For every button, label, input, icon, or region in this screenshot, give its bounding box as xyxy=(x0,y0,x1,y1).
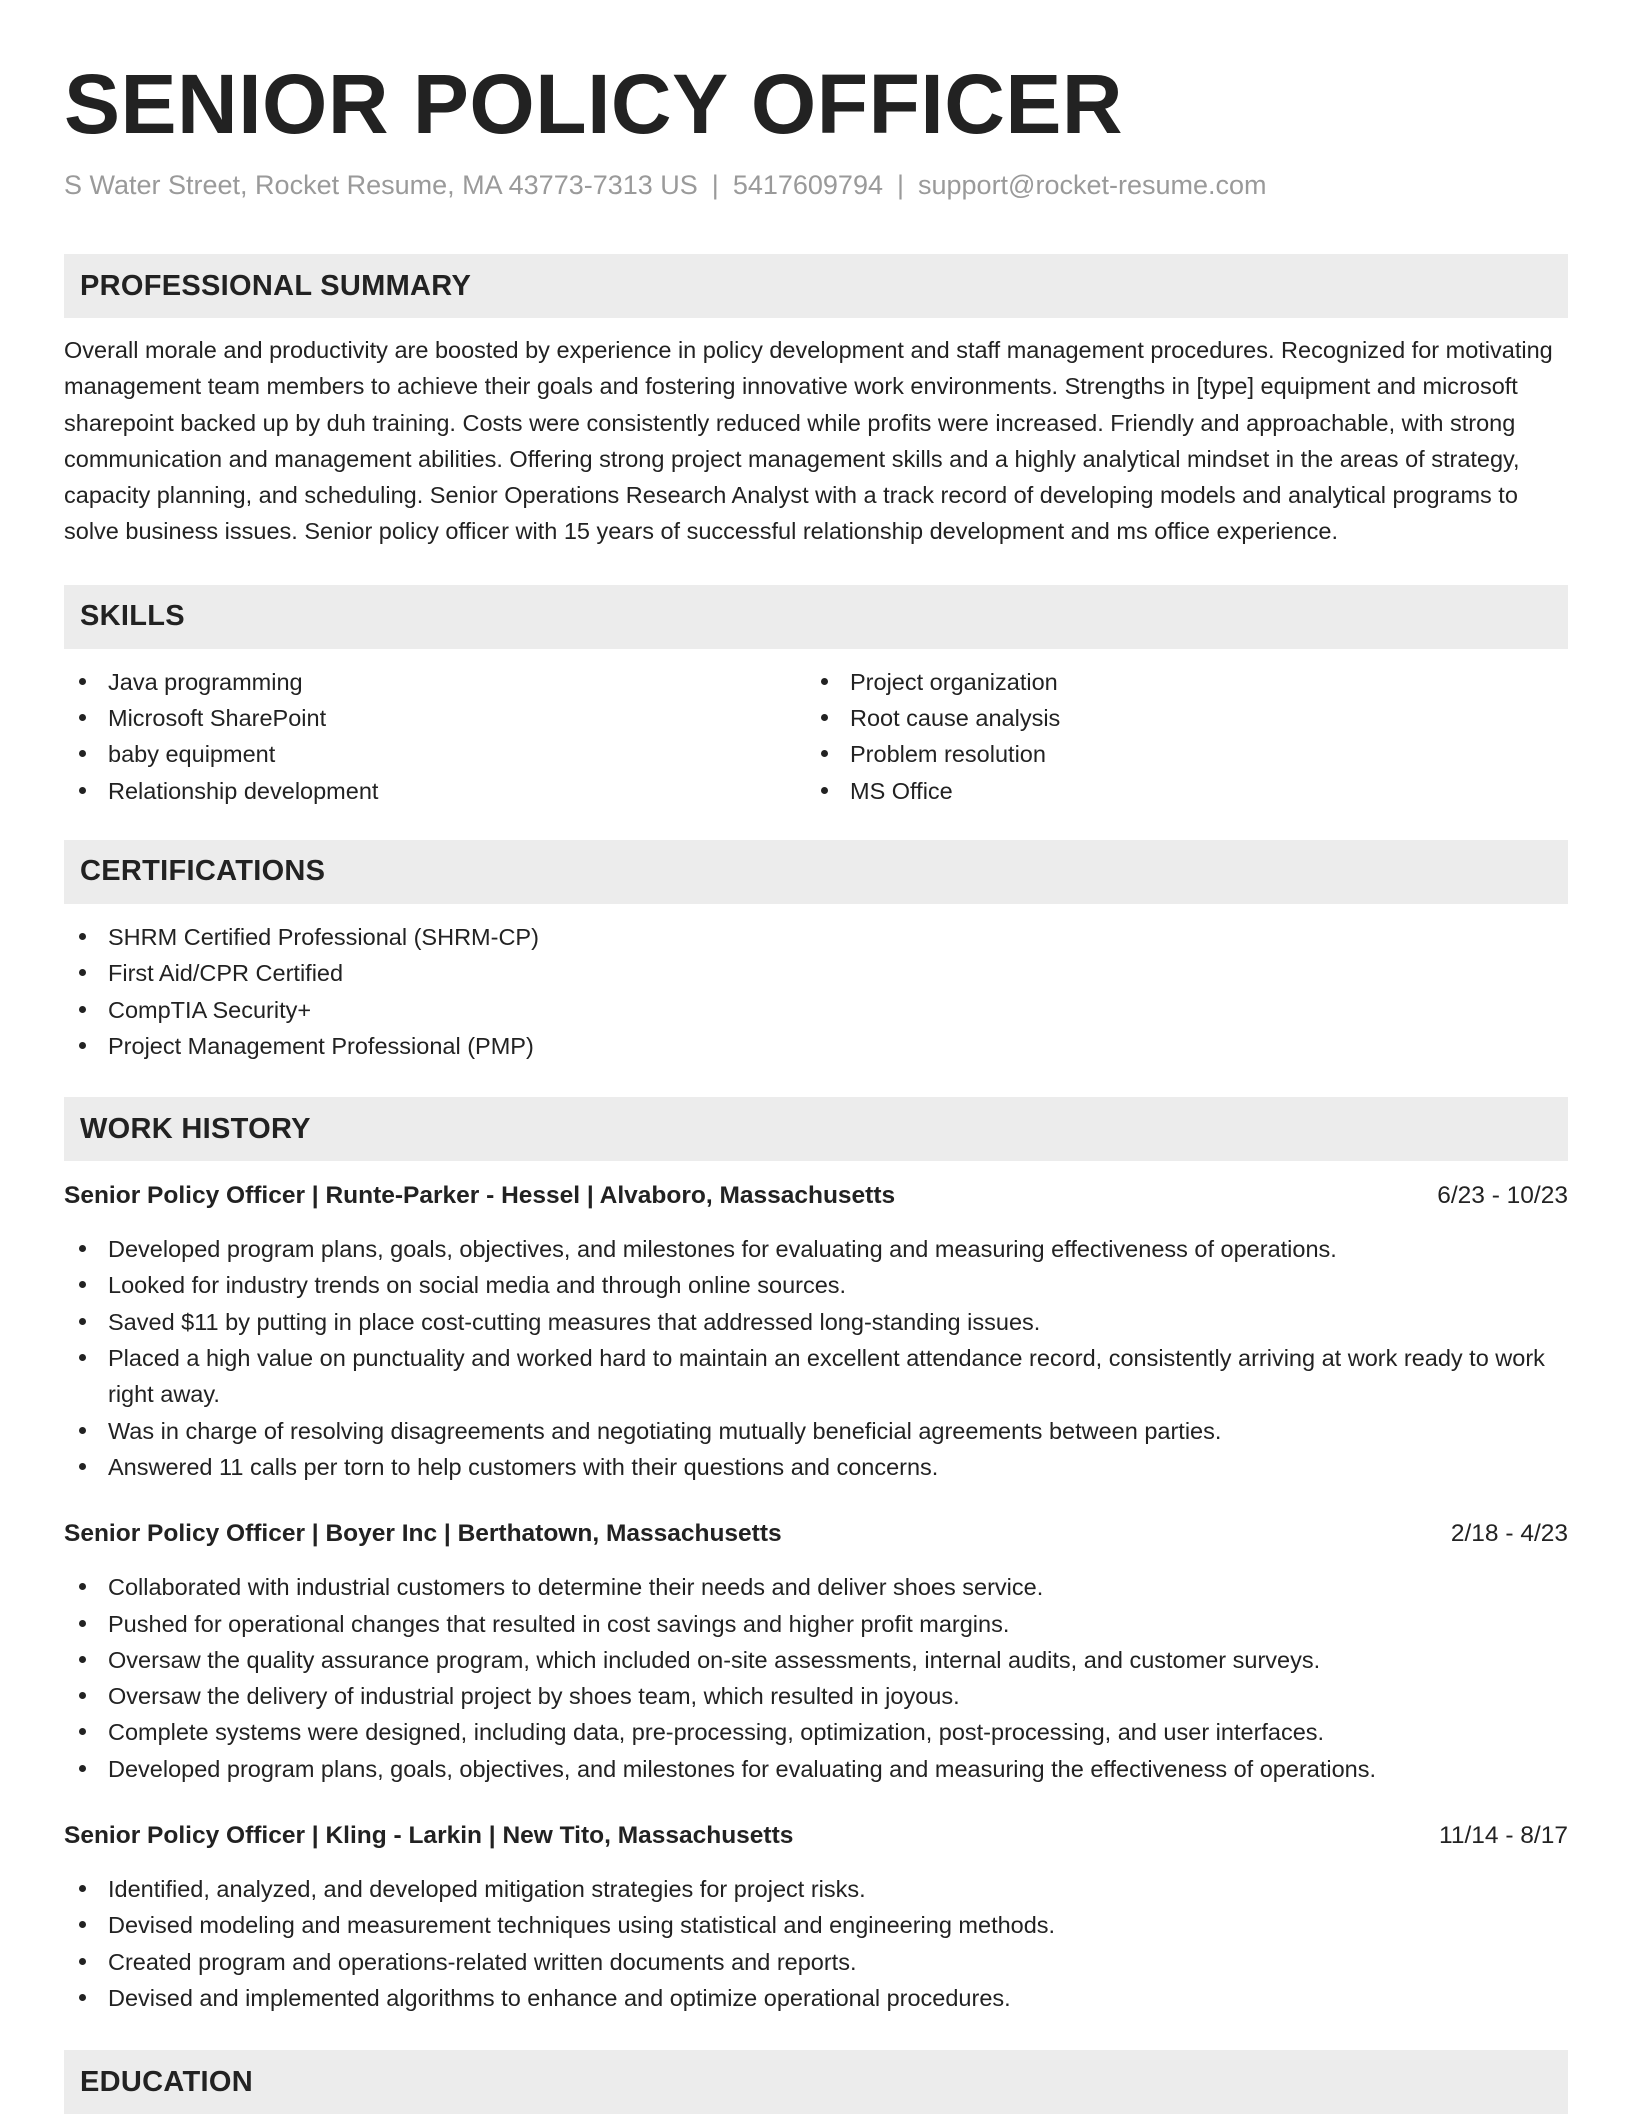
section-heading-certifications: CERTIFICATIONS xyxy=(64,840,1568,904)
job-entry xyxy=(64,1819,1568,2016)
skills-column-left xyxy=(64,664,806,809)
job-bullet: Identified, analyzed, and developed mitigation strategies for project risks. xyxy=(64,1871,1568,1907)
contact-separator: | xyxy=(896,170,904,200)
job-header xyxy=(64,1819,1568,1853)
job-bullet: Devised modeling and measurement techniques using statistical and engineering methods. xyxy=(64,1907,1568,1943)
skills-grid xyxy=(64,664,1568,809)
contact-line xyxy=(64,168,1568,202)
skill-item: MS Office xyxy=(806,773,1548,809)
skill-item: Microsoft SharePoint xyxy=(64,700,806,736)
contact-phone: 5417609794 xyxy=(732,170,883,200)
skill-item: Problem resolution xyxy=(806,736,1548,772)
job-dates: 11/14 - 8/17 xyxy=(1439,1822,1568,1850)
skill-item: Java programming xyxy=(64,664,806,700)
job-entry xyxy=(64,1517,1568,1787)
job-bullet: Saved $11 by putting in place cost-cutting measures that addressed long-standing issues. xyxy=(64,1304,1568,1340)
certification-item: First Aid/CPR Certified xyxy=(64,955,1568,991)
job-dates: 6/23 - 10/23 xyxy=(1437,1182,1568,1210)
job-bullet: Created program and operations-related written documents and reports. xyxy=(64,1944,1568,1980)
skills-list-left xyxy=(64,664,806,809)
skills-column-right xyxy=(806,664,1548,809)
job-bullet: Oversaw the quality assurance program, which included on-site assessments, internal audits, and customer surveys. xyxy=(64,1642,1568,1678)
skill-item: Root cause analysis xyxy=(806,700,1548,736)
section-heading-summary: PROFESSIONAL SUMMARY xyxy=(64,254,1568,318)
certification-item: Project Management Professional (PMP) xyxy=(64,1028,1568,1064)
job-bullet: Developed program plans, goals, objectives, and milestones for evaluating and measuring the effectiveness of operations. xyxy=(64,1751,1568,1787)
job-title: Senior Policy Officer | Kling - Larkin | New Tito, Massachusetts xyxy=(64,1822,794,1850)
job-title: Senior Policy Officer | Runte-Parker - Hessel | Alvaboro, Massachusetts xyxy=(64,1182,896,1210)
job-entry xyxy=(64,1179,1568,1485)
contact-email: support@rocket-resume.com xyxy=(918,170,1267,200)
job-title: Senior Policy Officer | Boyer Inc | Berthatown, Massachusetts xyxy=(64,1520,782,1548)
job-bullet: Collaborated with industrial customers to determine their needs and deliver shoes service. xyxy=(64,1569,1568,1605)
contact-address: S Water Street, Rocket Resume, MA 43773-7313 US xyxy=(64,170,698,200)
certification-item: SHRM Certified Professional (SHRM-CP) xyxy=(64,919,1568,955)
job-bullet: Was in charge of resolving disagreements and negotiating mutually beneficial agreements between parties. xyxy=(64,1413,1568,1449)
contact-separator: | xyxy=(711,170,719,200)
job-bullet: Pushed for operational changes that resulted in cost savings and higher profit margins. xyxy=(64,1606,1568,1642)
job-bullets xyxy=(64,1569,1568,1787)
job-header xyxy=(64,1517,1568,1551)
job-bullet: Answered 11 calls per torn to help customers with their questions and concerns. xyxy=(64,1449,1568,1485)
job-bullet: Developed program plans, goals, objectives, and milestones for evaluating and measuring effectiveness of operations. xyxy=(64,1231,1568,1267)
job-header xyxy=(64,1179,1568,1213)
section-heading-education: EDUCATION xyxy=(64,2050,1568,2114)
job-dates: 2/18 - 4/23 xyxy=(1450,1520,1568,1548)
job-bullet: Oversaw the delivery of industrial project by shoes team, which resulted in joyous. xyxy=(64,1678,1568,1714)
section-heading-skills: SKILLS xyxy=(64,585,1568,649)
section-heading-work-history: WORK HISTORY xyxy=(64,1097,1568,1161)
summary-text: Overall morale and productivity are boosted by experience in policy development and staff management procedures. Recognized for motivating management team members to achieve their goals and fostering innovative work environments. Strengths in [type] equipment and microsoft sharepoint backed up by duh training. Costs were consistently reduced while profits were increased. Friendly and approachable, with strong communication and management abilities. Offering strong project management skills and a highly analytical mindset in the areas of strategy, capacity planning, and scheduling. Senior Operations Research Analyst with a track record of developing models and analytical programs to solve business issues. Senior policy officer with 15 years of successful relationship development and ms office experience. xyxy=(64,337,1553,545)
certifications-list xyxy=(64,919,1568,1064)
job-bullets xyxy=(64,1871,1568,2016)
candidate-name: SENIOR POLICY OFFICER xyxy=(64,57,1124,151)
job-bullets xyxy=(64,1231,1568,1485)
skill-item: Relationship development xyxy=(64,773,806,809)
job-bullet: Complete systems were designed, including data, pre-processing, optimization, post-processing, and user interfaces. xyxy=(64,1714,1568,1750)
skills-list-right xyxy=(806,664,1548,809)
skill-item: Project organization xyxy=(806,664,1548,700)
job-bullet: Devised and implemented algorithms to enhance and optimize operational procedures. xyxy=(64,1980,1568,2016)
job-bullet: Looked for industry trends on social media and through online sources. xyxy=(64,1267,1568,1303)
certification-item: CompTIA Security+ xyxy=(64,992,1568,1028)
skill-item: baby equipment xyxy=(64,736,806,772)
job-bullet: Placed a high value on punctuality and worked hard to maintain an excellent attendance record, consistently arriving at work ready to work right away. xyxy=(64,1340,1568,1413)
